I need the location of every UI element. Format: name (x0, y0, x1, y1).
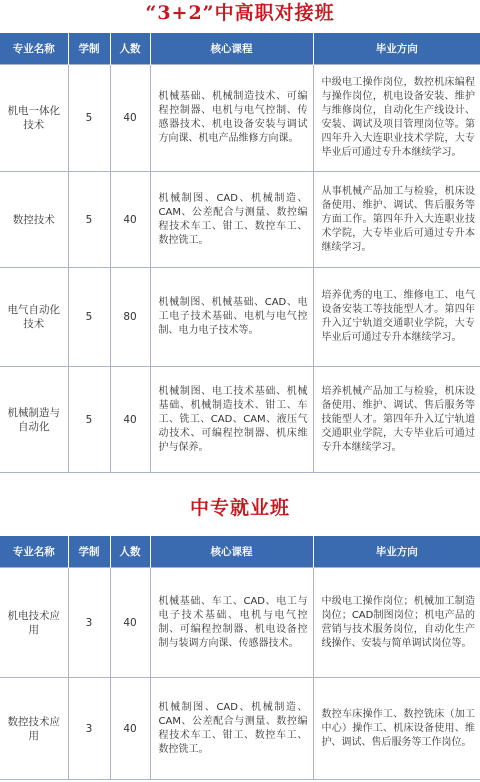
header-core-courses: 核心课程 (150, 536, 313, 568)
career-direction: 数控车床操作工、数控铣床（加工中心）操作工、机床设备使用、维护、调试、售后服务等工作岗位。 (313, 678, 480, 780)
header-count: 人数 (110, 33, 150, 65)
major-name: 数控技术应用 (0, 678, 68, 780)
table-row (0, 568, 480, 678)
header-major-name: 专业名称 (0, 33, 68, 65)
header-duration: 学制 (68, 33, 110, 65)
core-courses: 机械制图、CAD、机械制造、CAM、公差配合与测量、数控编程技术车工、钳工、数控车工、数控铣工。 (150, 172, 313, 268)
duration: 3 (68, 678, 110, 780)
duration: 5 (68, 172, 110, 268)
table-row (0, 172, 480, 268)
table-row (0, 268, 480, 367)
major-name: 机电一体化技术 (0, 65, 68, 172)
header-career-direction: 毕业方向 (313, 536, 480, 568)
core-courses: 机械制图、电工技术基础、机械基础、机械制造技术、钳工、车工、铣工、CAD、CAM、液压气动技术、可编程控制器、机床维护与保养。 (150, 367, 313, 473)
program-table-vocational (0, 536, 480, 780)
major-name: 机械制造与自动化 (0, 367, 68, 473)
table-row (0, 678, 480, 780)
duration: 5 (68, 65, 110, 172)
student-count: 40 (110, 678, 150, 780)
duration: 5 (68, 367, 110, 473)
section-title-32: “3+2”中高职对接班 (145, 2, 335, 24)
student-count: 40 (110, 65, 150, 172)
core-courses: 机械基础、机械制造技术、可编程控制器、电机与电气控制、传感器技术、机电设备安装与调试方向课、机电产品维修方向课。 (150, 65, 313, 172)
career-direction: 培养优秀的电工、维修电工、电气设备安装工等技能型人才。第四年升入辽宁轨道交通职业学院，大专毕业后可通过专升本继续学习。 (313, 268, 480, 367)
duration: 3 (68, 568, 110, 678)
core-courses: 机械制图、机械基础、CAD、电工电子技术基础、电机与电气控制、电力电子技术等。 (150, 268, 313, 367)
career-direction: 中级电工操作岗位，数控机床编程与操作岗位，机电设备安装、维护与维修岗位，自动化生产线设计、安装、调试及项目管理岗位等。第四年升入大连职业技术学院，大专毕业后可通过专升本继续学习。 (313, 65, 480, 172)
student-count: 40 (110, 568, 150, 678)
duration: 5 (68, 268, 110, 367)
header-career-direction: 毕业方向 (313, 33, 480, 65)
header-count: 人数 (110, 536, 150, 568)
table-header-row (0, 33, 480, 65)
student-count: 40 (110, 367, 150, 473)
core-courses: 机械制图、CAD、机械制造、CAM、公差配合与测量、数控编程技术车工、钳工、数控车工、数控铣工。 (150, 678, 313, 780)
major-name: 电气自动化技术 (0, 268, 68, 367)
program-table-32 (0, 33, 480, 473)
table-row (0, 367, 480, 473)
career-direction: 培养机械产品加工与检验，机床设备使用、维护、调试、售后服务等技能型人才。第四年升入辽宁轨道交通职业学院，大专毕业后可通过专升本继续学习。 (313, 367, 480, 473)
header-major-name: 专业名称 (0, 536, 68, 568)
career-direction: 从事机械产品加工与检验，机床设备使用、维护、调试、售后服务等方面工作。第四年升入大连职业技术学院，大专毕业后可通过专升本继续学习。 (313, 172, 480, 268)
career-direction: 中级电工操作岗位；机械加工制造岗位；CAD制图岗位；机电产品的营销与技术服务岗位，自动化生产线操作、安装与简单调试岗位等。 (313, 568, 480, 678)
header-core-courses: 核心课程 (150, 33, 313, 65)
section-title-vocational: 中专就业班 (189, 497, 290, 519)
major-name: 机电技术应用 (0, 568, 68, 678)
student-count: 40 (110, 172, 150, 268)
table-header-row (0, 536, 480, 568)
table-row (0, 65, 480, 172)
header-duration: 学制 (68, 536, 110, 568)
student-count: 80 (110, 268, 150, 367)
core-courses: 机械基础、车工、CAD、电工与电子技术基础、电机与电气控制、可编程控制器、机电设备控制与装调方向课、传感器技术。 (150, 568, 313, 678)
major-name: 数控技术 (0, 172, 68, 268)
